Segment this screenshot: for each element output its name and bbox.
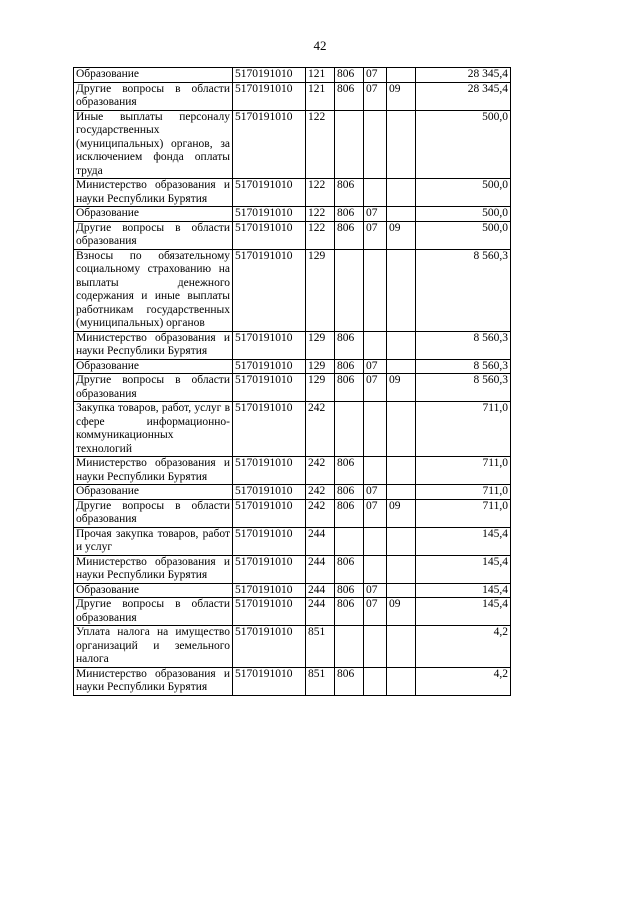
administrator-code-cell: 806 [335, 331, 364, 359]
target-article-cell: 5170191010 [233, 485, 306, 500]
expense-type-cell: 129 [306, 331, 335, 359]
target-article-cell: 5170191010 [233, 598, 306, 626]
target-article-cell: 5170191010 [233, 110, 306, 179]
amount-cell: 145,4 [416, 598, 511, 626]
expense-name-cell: Прочая закупка товаров, работ и услуг [74, 527, 233, 555]
target-article-cell: 5170191010 [233, 402, 306, 457]
amount-cell: 4,2 [416, 667, 511, 695]
administrator-code-cell [335, 626, 364, 668]
expense-name-cell: Взносы по обязательному социальному страхованию на выплаты денежного содержания и иные выплаты работникам государственных (муниципальных) органов [74, 249, 233, 331]
expense-type-cell: 242 [306, 402, 335, 457]
administrator-code-cell: 806 [335, 374, 364, 402]
subsection-code-cell [387, 179, 416, 207]
target-article-cell: 5170191010 [233, 457, 306, 485]
target-article-cell: 5170191010 [233, 207, 306, 222]
section-code-cell [364, 249, 387, 331]
subsection-code-cell [387, 249, 416, 331]
expense-type-cell: 244 [306, 583, 335, 598]
subsection-code-cell [387, 527, 416, 555]
amount-cell: 145,4 [416, 583, 511, 598]
administrator-code-cell [335, 249, 364, 331]
expense-type-cell: 851 [306, 626, 335, 668]
expense-type-cell: 121 [306, 82, 335, 110]
administrator-code-cell: 806 [335, 82, 364, 110]
section-code-cell [364, 110, 387, 179]
section-code-cell [364, 667, 387, 695]
administrator-code-cell: 806 [335, 457, 364, 485]
subsection-code-cell [387, 583, 416, 598]
target-article-cell: 5170191010 [233, 221, 306, 249]
target-article-cell: 5170191010 [233, 667, 306, 695]
table-row [74, 68, 511, 83]
table-row [74, 457, 511, 485]
amount-cell: 8 560,3 [416, 359, 511, 374]
section-code-cell [364, 527, 387, 555]
amount-cell: 28 345,4 [416, 68, 511, 83]
expense-name-cell: Закупка товаров, работ, услуг в сфере информационно-коммуникационных технологий [74, 402, 233, 457]
expense-name-cell: Министерство образования и науки Республики Бурятия [74, 179, 233, 207]
table-row [74, 583, 511, 598]
expense-name-cell: Другие вопросы в области образования [74, 374, 233, 402]
expense-type-cell: 242 [306, 485, 335, 500]
subsection-code-cell [387, 485, 416, 500]
administrator-code-cell: 806 [335, 68, 364, 83]
amount-cell: 500,0 [416, 110, 511, 179]
administrator-code-cell: 806 [335, 667, 364, 695]
table-row [74, 626, 511, 668]
table-row [74, 249, 511, 331]
target-article-cell: 5170191010 [233, 249, 306, 331]
target-article-cell: 5170191010 [233, 583, 306, 598]
subsection-code-cell: 09 [387, 221, 416, 249]
table-row [74, 374, 511, 402]
table-row [74, 402, 511, 457]
expense-type-cell: 129 [306, 374, 335, 402]
expense-name-cell: Министерство образования и науки Республики Бурятия [74, 331, 233, 359]
budget-table-body [74, 68, 511, 696]
expense-name-cell: Образование [74, 485, 233, 500]
page-number: 42 [313, 38, 327, 53]
expense-type-cell: 121 [306, 68, 335, 83]
subsection-code-cell [387, 110, 416, 179]
amount-cell: 500,0 [416, 207, 511, 222]
amount-cell: 711,0 [416, 457, 511, 485]
expense-type-cell: 129 [306, 249, 335, 331]
expense-name-cell: Образование [74, 583, 233, 598]
administrator-code-cell: 806 [335, 207, 364, 222]
target-article-cell: 5170191010 [233, 82, 306, 110]
table-row [74, 359, 511, 374]
target-article-cell: 5170191010 [233, 499, 306, 527]
table-row [74, 82, 511, 110]
administrator-code-cell: 806 [335, 499, 364, 527]
target-article-cell: 5170191010 [233, 331, 306, 359]
subsection-code-cell [387, 359, 416, 374]
amount-cell: 8 560,3 [416, 374, 511, 402]
table-row [74, 179, 511, 207]
amount-cell: 711,0 [416, 402, 511, 457]
amount-cell: 145,4 [416, 527, 511, 555]
expense-type-cell: 242 [306, 457, 335, 485]
amount-cell: 500,0 [416, 221, 511, 249]
expense-type-cell: 244 [306, 555, 335, 583]
expense-type-cell: 122 [306, 207, 335, 222]
amount-cell: 711,0 [416, 499, 511, 527]
subsection-code-cell: 09 [387, 82, 416, 110]
section-code-cell: 07 [364, 68, 387, 83]
expense-name-cell: Другие вопросы в области образования [74, 221, 233, 249]
section-code-cell [364, 555, 387, 583]
table-row [74, 331, 511, 359]
subsection-code-cell: 09 [387, 499, 416, 527]
expense-type-cell: 851 [306, 667, 335, 695]
section-code-cell [364, 331, 387, 359]
administrator-code-cell: 806 [335, 179, 364, 207]
table-row [74, 598, 511, 626]
target-article-cell: 5170191010 [233, 68, 306, 83]
amount-cell: 500,0 [416, 179, 511, 207]
table-row [74, 207, 511, 222]
target-article-cell: 5170191010 [233, 179, 306, 207]
table-row [74, 667, 511, 695]
amount-cell: 28 345,4 [416, 82, 511, 110]
expense-name-cell: Образование [74, 68, 233, 83]
section-code-cell: 07 [364, 359, 387, 374]
amount-cell: 711,0 [416, 485, 511, 500]
expense-name-cell: Иные выплаты персоналу государственных (муниципальных) органов, за исключением фонда оплаты труда [74, 110, 233, 179]
subsection-code-cell [387, 457, 416, 485]
section-code-cell [364, 626, 387, 668]
expense-name-cell: Другие вопросы в области образования [74, 82, 233, 110]
administrator-code-cell: 806 [335, 221, 364, 249]
expense-name-cell: Министерство образования и науки Республики Бурятия [74, 667, 233, 695]
expense-name-cell: Образование [74, 207, 233, 222]
table-row [74, 485, 511, 500]
section-code-cell [364, 402, 387, 457]
table-row [74, 221, 511, 249]
expense-type-cell: 242 [306, 499, 335, 527]
expense-type-cell: 122 [306, 179, 335, 207]
section-code-cell [364, 179, 387, 207]
target-article-cell: 5170191010 [233, 555, 306, 583]
expense-name-cell: Другие вопросы в области образования [74, 598, 233, 626]
target-article-cell: 5170191010 [233, 374, 306, 402]
expense-type-cell: 122 [306, 221, 335, 249]
amount-cell: 8 560,3 [416, 331, 511, 359]
section-code-cell [364, 457, 387, 485]
expense-type-cell: 244 [306, 527, 335, 555]
section-code-cell: 07 [364, 374, 387, 402]
administrator-code-cell [335, 110, 364, 179]
expense-type-cell: 122 [306, 110, 335, 179]
administrator-code-cell [335, 402, 364, 457]
expense-name-cell: Министерство образования и науки Республики Бурятия [74, 457, 233, 485]
subsection-code-cell [387, 68, 416, 83]
section-code-cell: 07 [364, 485, 387, 500]
section-code-cell: 07 [364, 499, 387, 527]
target-article-cell: 5170191010 [233, 527, 306, 555]
administrator-code-cell: 806 [335, 555, 364, 583]
table-row [74, 499, 511, 527]
target-article-cell: 5170191010 [233, 359, 306, 374]
subsection-code-cell: 09 [387, 374, 416, 402]
administrator-code-cell: 806 [335, 485, 364, 500]
expense-type-cell: 129 [306, 359, 335, 374]
table-row [74, 555, 511, 583]
target-article-cell: 5170191010 [233, 626, 306, 668]
amount-cell: 4,2 [416, 626, 511, 668]
expense-type-cell: 244 [306, 598, 335, 626]
section-code-cell: 07 [364, 598, 387, 626]
subsection-code-cell [387, 402, 416, 457]
expense-name-cell: Другие вопросы в области образования [74, 499, 233, 527]
table-row [74, 527, 511, 555]
administrator-code-cell: 806 [335, 598, 364, 626]
administrator-code-cell [335, 527, 364, 555]
administrator-code-cell: 806 [335, 583, 364, 598]
subsection-code-cell [387, 626, 416, 668]
table-row [74, 110, 511, 179]
expense-name-cell: Образование [74, 359, 233, 374]
amount-cell: 8 560,3 [416, 249, 511, 331]
subsection-code-cell: 09 [387, 598, 416, 626]
administrator-code-cell: 806 [335, 359, 364, 374]
subsection-code-cell [387, 207, 416, 222]
subsection-code-cell [387, 331, 416, 359]
section-code-cell: 07 [364, 207, 387, 222]
expense-name-cell: Министерство образования и науки Республики Бурятия [74, 555, 233, 583]
subsection-code-cell [387, 555, 416, 583]
section-code-cell: 07 [364, 82, 387, 110]
section-code-cell: 07 [364, 221, 387, 249]
subsection-code-cell [387, 667, 416, 695]
expense-name-cell: Уплата налога на имущество организаций и земельного налога [74, 626, 233, 668]
amount-cell: 145,4 [416, 555, 511, 583]
budget-table [73, 67, 511, 696]
section-code-cell: 07 [364, 583, 387, 598]
